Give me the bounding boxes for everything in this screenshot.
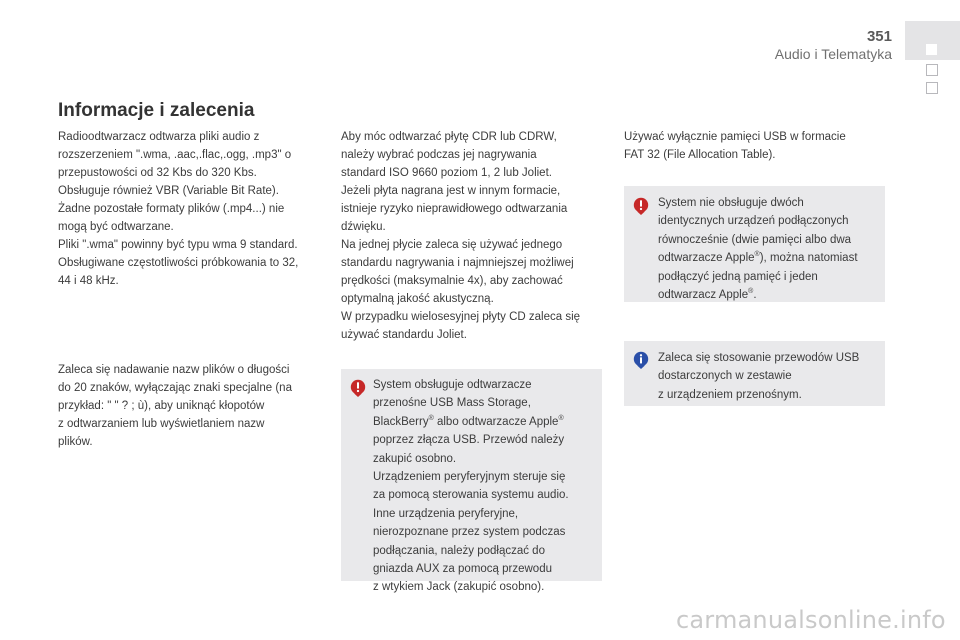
text-line: FAT 32 (File Allocation Table). [624, 149, 776, 161]
text-line: Żadne pozostałe formaty plików (.mp4...) nie [58, 203, 285, 215]
text-line: gniazda AUX za pomocą przewodu [373, 563, 552, 576]
text-line: dźwięku. [341, 221, 386, 233]
info-text [658, 349, 883, 404]
col3-info-box [624, 341, 885, 406]
page-number: 351 [866, 28, 892, 45]
text-line: używać standardu Joliet. [341, 329, 467, 341]
text-line: plików. [58, 436, 93, 448]
text-line: poprzez złącza USB. Przewód należy [373, 434, 565, 447]
text-line: Urządzeniem peryferyjnym steruje się [373, 471, 566, 484]
warning-text [373, 376, 598, 597]
text-line: Aby móc odtwarzać płytę CDR lub CDRW, [341, 131, 557, 143]
text-span: BlackBerry [373, 415, 429, 428]
text-line: przykład: " " ? ; ù), aby uniknąć kłopotów [58, 400, 265, 412]
text-line: System nie obsługuje dwóch [658, 197, 804, 209]
col2-warning-box [341, 369, 602, 594]
registered-mark: ® [428, 414, 434, 422]
col2-paragraph-1 [341, 128, 606, 344]
page-heading: Informacje i zalecenia [58, 100, 255, 121]
text-line: Obsługuje również VBR (Variable Bit Rate). [58, 185, 279, 197]
watermark: carmanualsonline.info [676, 606, 946, 634]
text-line: 44 i 48 kHz. [58, 275, 119, 287]
side-tab-square-2 [926, 82, 938, 94]
text-line: za pomocą sterowania systemu audio. [373, 489, 569, 502]
col3-paragraph-1 [624, 128, 889, 164]
text-line: prędkości (maksymalnie 4x), aby zachować [341, 275, 563, 287]
text-line: Zaleca się stosowanie przewodów USB [658, 352, 860, 364]
col1-paragraph-1 [58, 128, 323, 290]
text-line [658, 249, 883, 267]
text-line: z odtwarzaniem lub wyświetlaniem nazw [58, 418, 265, 430]
side-tab-square-active [926, 44, 937, 55]
text-line: nierozpoznane przez system podczas [373, 526, 566, 539]
text-line: równocześnie (dwie pamięci albo dwa [658, 233, 852, 246]
text-line: W przypadku wielosesyjnej płyty CD zaleca się [341, 311, 581, 323]
info-icon [633, 351, 649, 369]
text-line: do 20 znaków, wyłączając znaki specjalne (na [58, 382, 292, 394]
col3-warning-box [624, 186, 885, 302]
text-line: z urządzeniem przenośnym. [658, 388, 802, 401]
text-span: ), można natomiast [759, 252, 858, 265]
text-line: przepustowości od 32 Kbs do 320 Kbs. [58, 167, 257, 179]
text-line [658, 286, 883, 304]
text-line [373, 413, 598, 431]
warning-icon [350, 379, 366, 397]
text-line: z wtykiem Jack (zakupić osobno). [373, 581, 545, 594]
warning-text [658, 194, 883, 304]
text-line: Zaleca się nadawanie nazw plików o długości [58, 364, 290, 376]
registered-mark: ® [754, 251, 760, 259]
text-line: Inne urządzenia peryferyjne, [373, 507, 519, 520]
text-line: istnieje ryzyko nieprawidłowego odtwarzania [341, 203, 568, 215]
text-span: albo odtwarzacze Apple [433, 415, 559, 428]
text-line: dostarczonych w zestawie [658, 370, 792, 383]
text-line: podłączyć jedną pamięć i jeden [658, 270, 818, 283]
text-line: standard ISO 9660 poziom 1, 2 lub Joliet. [341, 167, 552, 179]
section-title: Audio i Telematyka [774, 46, 892, 62]
text-span: odtwarzacz Apple [658, 289, 749, 302]
text-line: zakupić osobno. [373, 452, 457, 465]
text-line: Używać wyłącznie pamięci USB w formacie [624, 131, 846, 143]
text-line: Jeżeli płyta nagrana jest w innym formacie, [341, 185, 561, 197]
text-line: Obsługiwane częstotliwości próbkowania to 32, [58, 257, 299, 269]
registered-mark: ® [748, 288, 754, 296]
text-line: przenośne USB Mass Storage, [373, 397, 531, 410]
registered-mark: ® [558, 414, 564, 422]
text-span: . [753, 289, 757, 302]
col1-paragraph-2 [58, 361, 323, 451]
text-line: Radioodtwarzacz odtwarza pliki audio z [58, 131, 260, 143]
text-line: optymalną jakość akustyczną. [341, 293, 494, 305]
text-line: Na jednej płycie zaleca się używać jednego [341, 239, 563, 251]
text-span: odtwarzacze Apple [658, 252, 755, 265]
text-line: mogą być odtwarzane. [58, 221, 174, 233]
text-line: rozszerzeniem ".wma, .aac,.flac,.ogg, .mp3" o [58, 149, 292, 161]
side-tab-square-1 [926, 64, 938, 76]
text-line: identycznych urządzeń podłączonych [658, 215, 849, 228]
text-line: Pliki ".wma" powinny być typu wma 9 standard. [58, 239, 298, 251]
warning-icon [633, 197, 649, 215]
text-line: należy wybrać podczas jej nagrywania [341, 149, 537, 161]
text-line: podłączania, należy podłączać do [373, 544, 545, 557]
text-line: standardu nagrywania i najmniejszej możliwej [341, 257, 574, 269]
text-line: System obsługuje odtwarzacze [373, 379, 532, 391]
